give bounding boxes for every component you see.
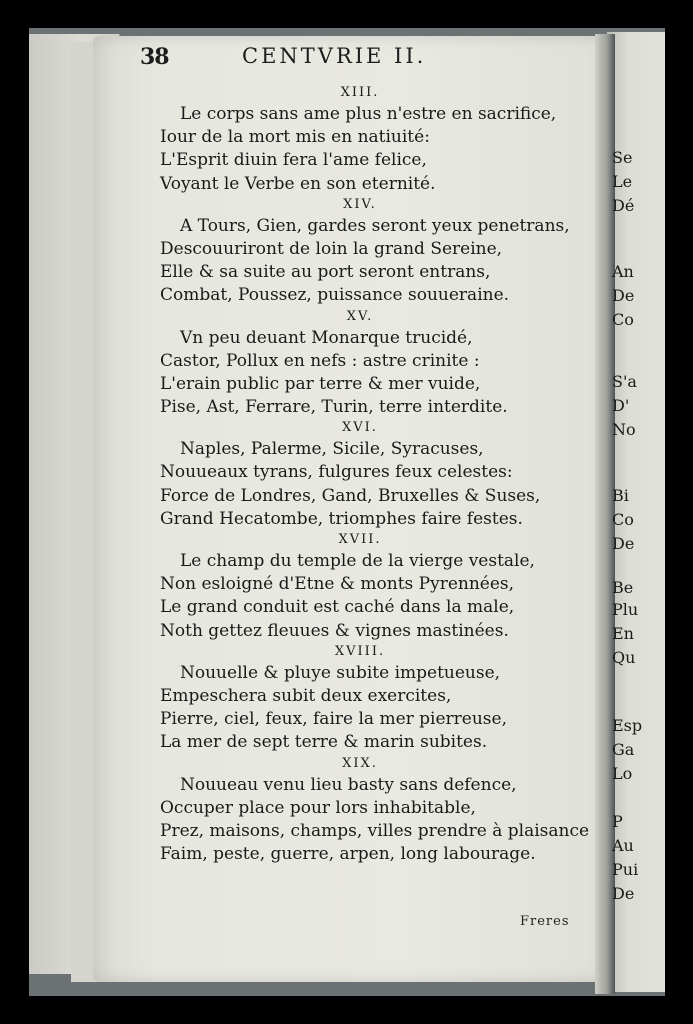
facing-page-fragment: Esp xyxy=(612,716,643,735)
verse-line: L'erain public par terre & mer vuide, xyxy=(160,373,481,394)
verse-line: Voyant le Verbe en son eternité. xyxy=(160,173,436,194)
facing-page-fragment: Plu xyxy=(612,600,639,619)
verse-line: A Tours, Gien, gardes seront yeux penetrans, xyxy=(180,215,570,236)
verse-line: Empeschera subit deux exercites, xyxy=(160,685,452,706)
quatrain xyxy=(160,531,590,643)
running-title: CENTVRIE II. xyxy=(242,44,427,68)
verse-line: Combat, Poussez, puissance souueraine. xyxy=(160,285,510,306)
verse-line: Non esloigné d'Etne & monts Pyrennées, xyxy=(160,574,515,595)
verse-line: Force de Londres, Gand, Bruxelles & Suses, xyxy=(160,485,541,506)
facing-page-fragment: Dé xyxy=(612,196,635,215)
quatrain xyxy=(160,308,590,420)
quatrain-list xyxy=(160,84,590,866)
quatrain xyxy=(160,643,590,755)
facing-page-fragment: Au xyxy=(612,836,634,855)
verse-line: Castor, Pollux en nefs : astre crinite : xyxy=(160,350,480,371)
facing-page-fragment: Qu xyxy=(612,648,636,667)
quatrain xyxy=(160,196,590,308)
quatrain xyxy=(160,755,590,867)
quatrain-numeral: XVI. xyxy=(342,420,378,436)
quatrain-numeral: XIX. xyxy=(342,755,378,771)
quatrain-numeral: XV. xyxy=(346,308,374,324)
facing-page-text xyxy=(612,0,672,968)
verse-line: Le grand conduit est caché dans la male, xyxy=(160,597,515,618)
facing-page-fragment: An xyxy=(612,262,634,281)
quatrain xyxy=(160,84,590,196)
facing-page-fragment: En xyxy=(612,624,634,643)
quatrain-numeral: XIII. xyxy=(340,85,380,100)
verse-line: La mer de sept terre & marin subites. xyxy=(160,732,488,753)
facing-page-fragment: No xyxy=(612,420,636,439)
quatrain xyxy=(160,419,590,531)
quatrain-numeral: XIV. xyxy=(343,196,377,212)
verse-line: Le champ du temple de la vierge vestale, xyxy=(180,551,535,571)
facing-page-fragment: Le xyxy=(612,172,633,191)
facing-page-fragment: Pui xyxy=(612,860,639,879)
verse-line: Descouuriront de loin la grand Sereine, xyxy=(160,238,503,259)
verse-line: Pierre, ciel, feux, faire la mer pierreuse, xyxy=(160,709,507,730)
facing-page-fragment: Bi xyxy=(612,486,629,505)
facing-page-fragment: Co xyxy=(612,510,634,529)
running-head xyxy=(140,44,540,74)
verse-line: Faim, peste, guerre, arpen, long labourage. xyxy=(160,844,536,865)
page-number: 38 xyxy=(140,44,169,70)
quatrain-numeral: XVII. xyxy=(338,532,382,547)
verse-line: L'Esprit diuin fera l'ame felice, xyxy=(160,150,427,171)
verse-line: Naples, Palerme, Sicile, Syracuses, xyxy=(180,439,484,460)
verse-line: Elle & sa suite au port seront entrans, xyxy=(160,262,491,283)
facing-page-fragment: D' xyxy=(612,396,630,415)
facing-page-fragment: S'a xyxy=(612,372,637,391)
facing-page-fragment: Be xyxy=(612,578,634,597)
facing-page-fragment: Se xyxy=(612,148,633,167)
facing-page-fragment: Co xyxy=(612,310,634,329)
facing-page-fragment: De xyxy=(612,884,635,903)
verse-line: Prez, maisons, champs, villes prendre à plaisance xyxy=(160,820,590,841)
verse-line: Vn peu deuant Monarque trucidé, xyxy=(180,327,473,348)
catchword: Freres xyxy=(520,914,570,929)
facing-page-fragment: De xyxy=(612,286,635,305)
verse-line: Occuper place pour lors inhabitable, xyxy=(160,797,476,818)
facing-page-fragment: De xyxy=(612,534,635,553)
verse-line: Pise, Ast, Ferrare, Turin, terre interdite. xyxy=(160,397,508,418)
verse-line: Noth gettez fleuues & vignes mastinées. xyxy=(160,620,509,641)
facing-page-fragment: P xyxy=(612,812,623,831)
verse-line: Grand Hecatombe, triomphes faire festes. xyxy=(160,508,523,529)
verse-line: Nouueau venu lieu basty sans defence, xyxy=(180,774,517,795)
facing-page-fragment: Ga xyxy=(612,740,635,759)
verse-line: Nouueaux tyrans, fulgures feux celestes: xyxy=(160,462,513,483)
verse-line: Nouuelle & pluye subite impetueuse, xyxy=(180,662,501,683)
quatrain-numeral: XVIII. xyxy=(334,643,386,659)
verse-line: Iour de la mort mis en natiuité: xyxy=(160,127,430,148)
verse-line: Le corps sans ame plus n'estre en sacrifice, xyxy=(180,104,557,124)
facing-page-fragment: Lo xyxy=(612,764,633,783)
